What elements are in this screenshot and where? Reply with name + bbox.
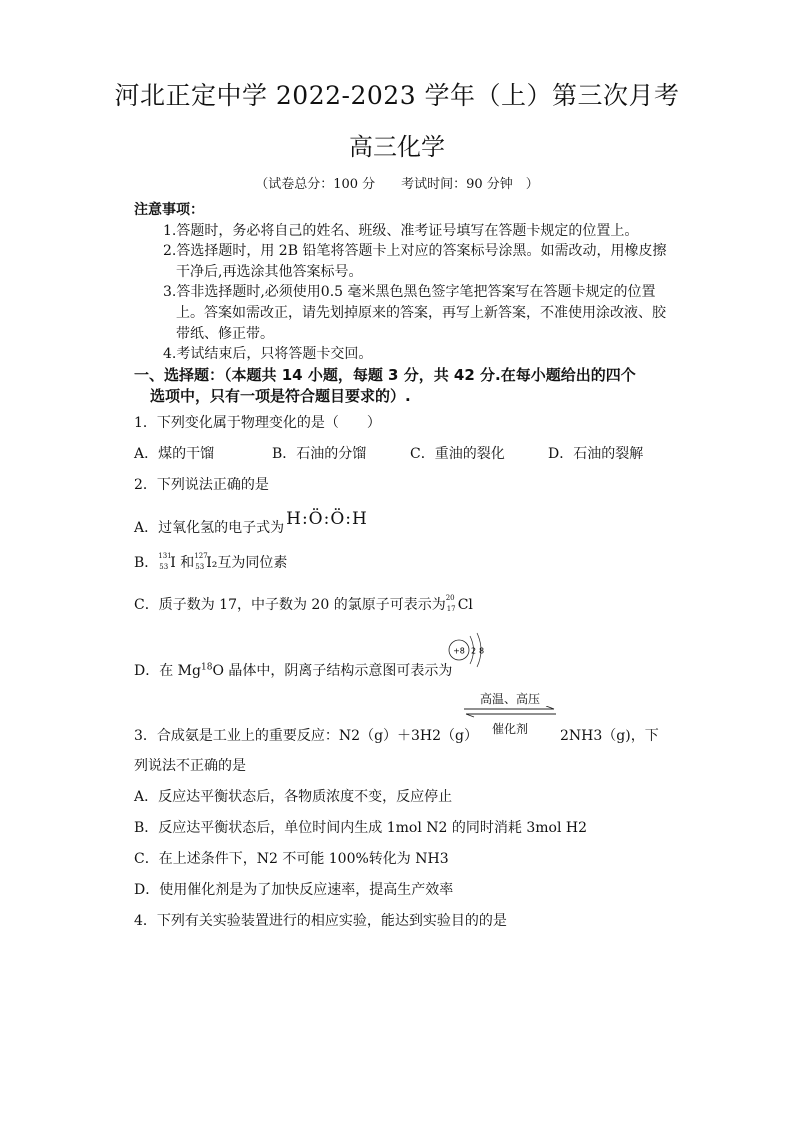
isotope-atomic-number: 53 xyxy=(195,563,205,571)
nuclide-mass-number: 20 xyxy=(445,594,455,602)
question-3-stem-part-1: 3．合成氨是工业上的重要反应：N2（g）＋3H2（g） xyxy=(134,728,479,744)
electron-shell-2-count: 8 xyxy=(478,646,485,656)
question-3-stem-part-3: 列说法不正确的是 xyxy=(134,758,246,774)
equilibrium-arrow-icon xyxy=(462,706,558,718)
question-2-option-b xyxy=(134,552,287,572)
isotope-i131-notation xyxy=(158,552,172,571)
reversible-reaction-arrow xyxy=(462,688,558,736)
exam-meta: （试卷总分：100 分 考试时间：90 分钟 ） xyxy=(255,177,539,192)
question-2-option-a xyxy=(134,509,368,537)
question-3-option-c: C．在上述条件下，N2 不可能 100%转化为 NH3 xyxy=(134,851,449,867)
question-2-option-c-text: C．质子数为 17，中子数为 20 的氯原子可表示为 xyxy=(134,597,446,613)
reaction-condition-bottom: 催化剂 xyxy=(491,722,528,736)
section-1-heading-line-2: 选项中，只有一项是符合题目要求的）. xyxy=(150,387,411,405)
question-3-stem-part-2: 2NH3（g)，下 xyxy=(560,728,659,744)
reaction-condition-top: 高温、高压 xyxy=(479,692,540,706)
oxide-ion-structure-diagram xyxy=(444,628,490,674)
note-3-line-2: 上。答案如需改正，请先划掉原来的答案，再写上新答案，不准使用涂改液、胶 xyxy=(176,305,666,321)
oxygen-mass-superscript: 18 xyxy=(200,662,213,673)
note-1-line-1: 1.答题时，务必将自己的姓名、班级、准考证号填写在答题卡规定的位置上。 xyxy=(163,223,639,239)
question-2-option-d-text-1: D．在 Mg xyxy=(134,663,201,679)
electron-shell-1-count: 2 xyxy=(470,646,477,656)
isotope-symbol: I₂ xyxy=(206,555,218,571)
question-2-option-d-text-2: O 晶体中，阴离子结构示意图可表示为 xyxy=(212,663,453,679)
question-1-option-b: B．石油的分馏 xyxy=(272,446,367,462)
question-1-option-d: D．石油的裂解 xyxy=(548,446,644,462)
question-2-option-a-text: A．过氧化氢的电子式为 xyxy=(134,520,285,536)
note-2-line-1: 2.答选择题时，用 2B 铅笔将答题卡上对应的答案标号涂黑。如需改动，用橡皮擦 xyxy=(163,243,667,259)
section-1-heading-line-1: 一、选择题：（本题共 14 小题，每题 3 分，共 42 分.在每小题给出的四个 xyxy=(134,366,636,384)
isotope-mass-number: 131 xyxy=(158,552,172,560)
isotope-mass-number: 127 xyxy=(194,552,208,560)
question-2-stem: 2．下列说法正确的是 xyxy=(134,477,269,493)
question-2-option-c xyxy=(134,594,473,614)
exam-title: 河北正定中学 2022-2023 学年（上）第三次月考 xyxy=(114,81,680,110)
exam-subject: 高三化学 xyxy=(349,133,445,161)
question-1-option-c: C．重油的裂化 xyxy=(410,446,505,462)
note-4-line-1: 4.考试结束后，只将答题卡交回。 xyxy=(163,346,373,362)
question-1-stem: 1．下列变化属于物理变化的是（ ） xyxy=(134,415,381,431)
question-2-option-b-prefix: B． xyxy=(134,555,159,571)
question-3-option-b: B．反应达平衡状态后，单位时间内生成 1mol N2 的同时消耗 3mol H2 xyxy=(134,820,587,836)
isotope-atomic-number: 53 xyxy=(159,563,169,571)
nuclide-symbol: Cl xyxy=(457,597,473,613)
question-3-option-a: A．反应达平衡状态后，各物质浓度不变，反应停止 xyxy=(134,789,453,805)
note-3-line-1: 3.答非选择题时,必须使用0.5 毫米黑色黑色签字笔把答案写在答题卡规定的位置 xyxy=(163,284,656,300)
question-4-stem: 4．下列有关实验装置进行的相应实验，能达到实验目的的是 xyxy=(134,913,507,929)
hydrogen-peroxide-electron-formula: H:Ö:Ö:H xyxy=(286,509,368,529)
question-3-option-d: D．使用催化剂是为了加快反应速率，提高生产效率 xyxy=(134,882,454,898)
nuclide-atomic-number: 17 xyxy=(446,605,456,613)
note-3-line-3: 带纸、修正带。 xyxy=(176,326,274,342)
question-1-option-a: A．煤的干馏 xyxy=(134,446,215,462)
question-2-option-b-suffix: 互为同位素 xyxy=(217,555,288,571)
note-2-line-2: 干净后,再选涂其他答案标号。 xyxy=(176,264,363,280)
notes-heading: 注意事项： xyxy=(134,202,204,218)
question-2-option-d xyxy=(134,660,452,680)
isotope-symbol: I 和 xyxy=(170,555,195,571)
nucleus-charge: +8 xyxy=(453,646,465,656)
chlorine-nuclide-notation xyxy=(445,594,458,613)
isotope-i127-notation xyxy=(194,552,208,571)
